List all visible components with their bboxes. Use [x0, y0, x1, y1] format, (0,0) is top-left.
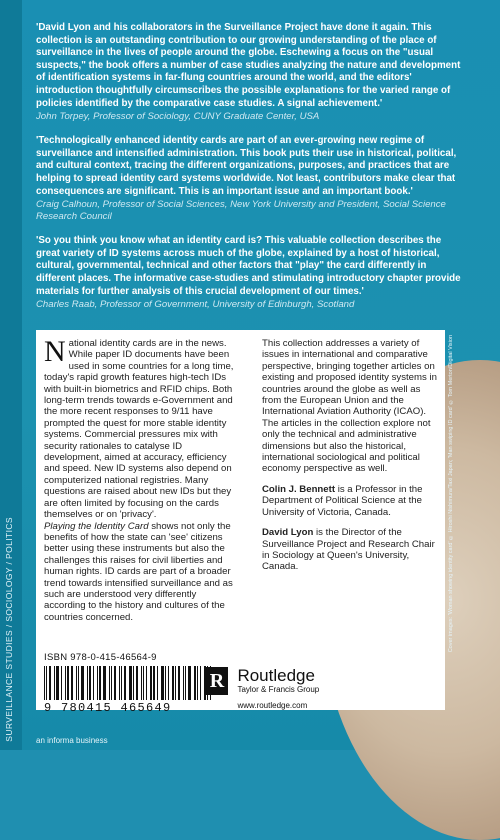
editor-name: Colin J. Bennett — [262, 483, 336, 495]
quote-attribution: Craig Calhoun, Professor of Social Sciences, New York University and President, Social Science Research Council — [36, 199, 446, 223]
blurb-right-column — [262, 338, 440, 582]
routledge-logo-icon: R — [206, 667, 228, 695]
cover-image-credit: Cover images: 'Woman showing identity card' © Hiroshi Nishimura/Taxi Japan; 'Man swiping ID card' © Tom Merton/Digital Vision — [448, 335, 454, 653]
blurb-left-column — [44, 335, 239, 623]
editor-name: David Lyon — [262, 527, 314, 539]
quote-attribution: Charles Raab, Professor of Government, University of Edinburgh, Scotland — [36, 299, 355, 311]
publisher-block — [206, 667, 376, 710]
endorsement-quotes — [36, 22, 466, 323]
endorsement-quote — [36, 135, 466, 223]
spine-subject-text: SURVEILLANCE STUDIES / SOCIOLOGY / POLITICS — [4, 517, 14, 742]
publisher-names — [237, 667, 319, 710]
editor-bio-text: is the Director of the Surveillance Project and Research Chair in Sociology at Queen's University, Canada. — [262, 527, 435, 573]
publisher-name: Routledge — [237, 666, 315, 685]
editor-bio-text: is a Professor in the Department of Political Science at the University of Victoria, Canada. — [262, 483, 423, 518]
imprint-text: an informa business — [36, 736, 108, 745]
book-title-inline: Playing the Identity Card — [44, 520, 149, 532]
quote-text: 'David Lyon and his collaborators in the Surveillance Project have done it again. This collection is an outstanding contribution to our growing understanding of the place of surveillance in the lives of people around the globe. Eschewing a focus on the "usual suspects," the book offers a number of case studies analyzing the nature and development of identification systems in far-flung countries around the world, and the editors' introduction thoughtfully circumscribes the possible explanations for the varied range of policies identified by the comparative case studies. A signal achievement.' — [36, 22, 461, 109]
blurb-text: ational identity cards are in the news. While paper ID documents have been used in some countries for a long time, today's rapid growth features high-tech IDs with built-in biometrics and RFID chips. Both long-term trends towards e-Government and the more recent responses to 9/11 have prompted the quest for more stable identity systems. Commercial pressures mix with security rationales to catalyse ID development, aimed at accuracy, efficiency and speed. New ID systems also depend on computerized national registries. Many questions are raised about new IDs but they are often limited by focusing on the cards themselves or on 'privacy'. — [44, 338, 234, 521]
blurb-text: shows not only the benefits of how the state can 'see' citizens better using these instruments but also the challenges this raises for civil liberties and human rights. ID cards are part of a broader trend towards intensified surveillance and as such are understood very differently according to the history and cultures of the countries concerned. — [44, 520, 233, 623]
blurb-paragraph — [44, 335, 239, 521]
quote-text: 'So you think you know what an identity card is? This valuable collection describes the great variety of ID systems across much of the globe, explained by a host of historical, cultural, governmental, technical and other factors that "play" the card differently in different places. The informative case-studies and stimulating introductory chapter provide materials for further analysis of this crucial development of our times.' — [36, 235, 461, 297]
quote-attribution: John Torpey, Professor of Sociology, CUNY Graduate Center, USA — [36, 111, 320, 123]
endorsement-quote — [36, 22, 466, 123]
blurb-paragraph: This collection addresses a variety of issues in international and comparative perspective, bringing together articles on existing and proposed identity systems in countries around the globe as well as from the European Union and the International Aviation Authority (ICAO). The articles in the collection explore not only the technical and administrative dimensions but also the historical, international sociological and political economy perspective as well. — [262, 338, 437, 475]
editor-bio — [262, 527, 440, 573]
blurb-paragraph — [44, 521, 239, 624]
spine-strip — [0, 0, 22, 750]
drop-cap: N — [44, 335, 66, 368]
barcode-digits: 9 780415 465649 — [44, 701, 172, 715]
endorsement-quote — [36, 235, 466, 311]
publisher-group: Taylor & Francis Group — [237, 685, 320, 694]
blurb-panel — [36, 330, 445, 715]
quote-text: 'Technologically enhanced identity cards are part of an ever-growing new regime of surveillance and intensified administration. This book puts their use in historical, political, and cultural context, tracing the different organizations, purposes, and practices that are helping to spread identity card systems worldwide. Not least, contributors make clear that consequences are significant. This is an important issue and an important book.' — [36, 135, 457, 197]
publisher-url: www.routledge.com — [237, 701, 308, 710]
editor-bio — [262, 484, 440, 518]
isbn-label: ISBN 978-0-415-46564-9 — [44, 652, 157, 663]
